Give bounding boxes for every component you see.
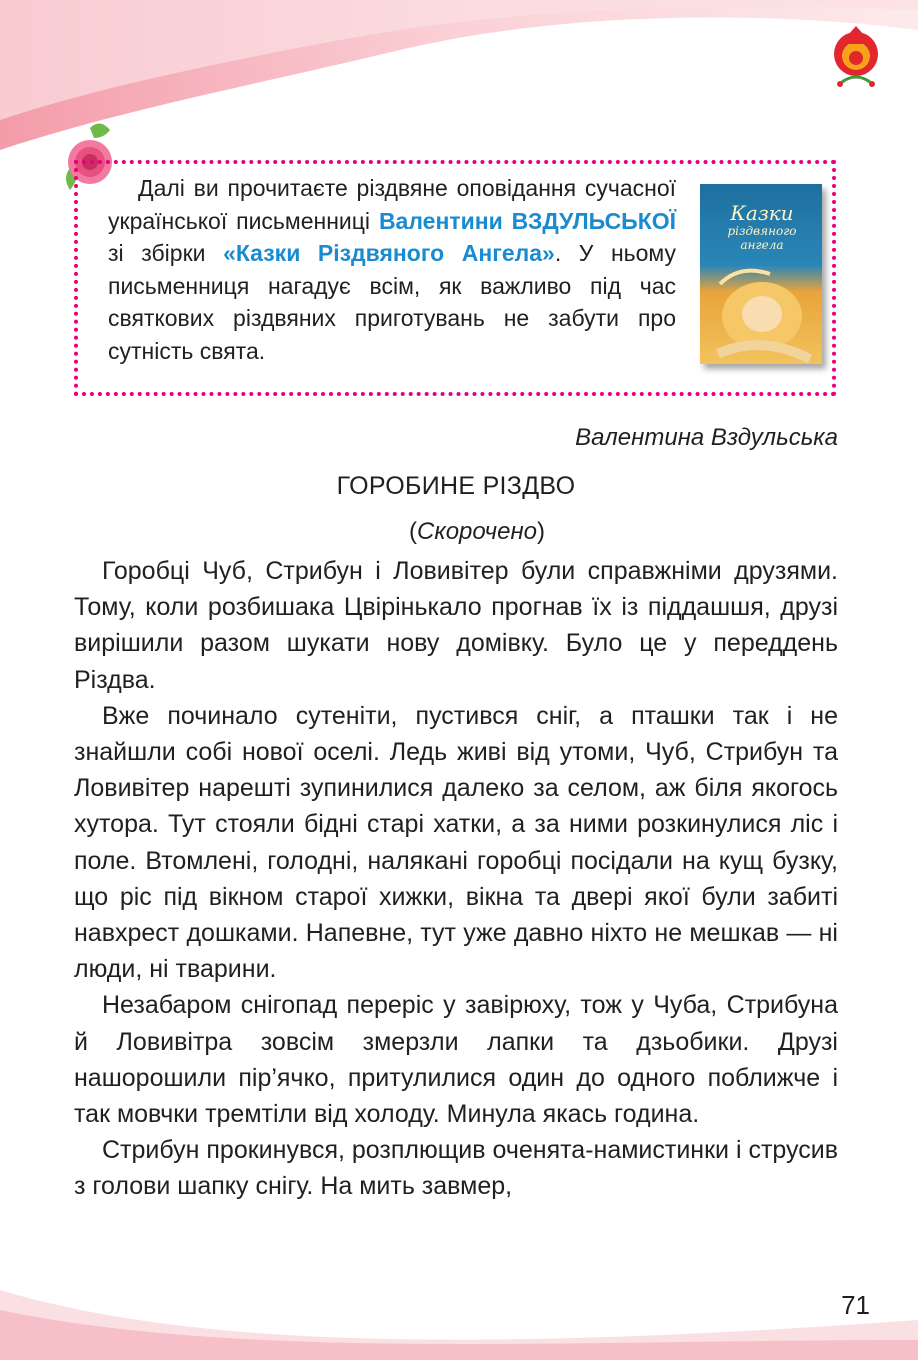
intro-paragraph xyxy=(108,172,676,367)
subtitle-text: Скорочено xyxy=(417,518,537,545)
story-title: ГОРОБИНЕ РІЗДВО xyxy=(336,472,576,500)
story-paragraph: Вже починало сутеніти, пустився сніг, а пташки так і не знайшли собі нової оселі. Ледь живі від утоми, Чуб, Стрибун та Ловивітер нарешті зупинилися далеко за селом, аж біля якогось хутора. Тут стояли бідні старі хатки, а за ними розкинулися ліс і поле. Втомлені, голодні, налякані горобці посідали на кущ бузку, що ріс під вікном старої хижки, вікна та двері якої були забиті навхрест дошками. Напевне, тут уже давно ніхто не мешкав — ні люди, ні тварини. xyxy=(74,701,838,984)
story-subtitle xyxy=(74,518,838,546)
book-cover-title-line: ангела xyxy=(740,238,784,252)
story-paragraph: Стрибун прокинувся, розплющив оченята-намистинки і струсив з голови шапку снігу. На мить завмер, xyxy=(74,1136,838,1201)
page-number: 71 xyxy=(841,1290,870,1320)
subtitle-paren: ) xyxy=(537,518,545,545)
bottom-decorative-wave xyxy=(0,1270,918,1360)
book-cover-title-line: різдвяного xyxy=(727,224,797,238)
angel-illustration xyxy=(700,264,822,364)
book-cover-title-line: Казки xyxy=(730,201,794,225)
intro-text-part: Далі ви прочитаєте різдвяне оповідання сучасної української письменниці xyxy=(108,175,676,234)
story-paragraph: Горобці Чуб, Стрибун і Ловивітер були справжніми друзями. Тому, коли розбишака Цвірінькало прогнав їх із піддашшя, друзі вирішили разом шукати нову домівку. Було це у переддень Різдва. xyxy=(74,557,838,694)
book-cover-image xyxy=(700,184,822,364)
story-body xyxy=(74,553,838,1205)
intro-text-part: . У ньому письменниця нагадує всім, як важливо під час святкових різдвяних приготувань не забути про сутність свята. xyxy=(108,240,676,364)
top-decorative-wave xyxy=(0,0,918,160)
intro-text-part: зі збірки xyxy=(108,240,224,266)
book-cover-title xyxy=(710,202,814,252)
subtitle-paren: ( xyxy=(409,518,418,545)
ornamental-flower-icon xyxy=(826,24,886,94)
story-paragraph: Незабаром снігопад переріс у завірюху, тож у Чуба, Стрибуна й Ловивітра зовсім змерзли лапки та дзьобики. Друзі нашорошили пір’ячко, притулилися один до одного поближче і так мовчки тремтіли від холоду. Минула якась година. xyxy=(74,991,838,1129)
book-title-highlight: «Казки Різдвяного Ангела» xyxy=(223,240,555,266)
author-highlight: Валентини ВЗДУЛЬСЬКОЇ xyxy=(378,207,676,234)
story-author: Валентина Вздульська xyxy=(575,424,838,451)
